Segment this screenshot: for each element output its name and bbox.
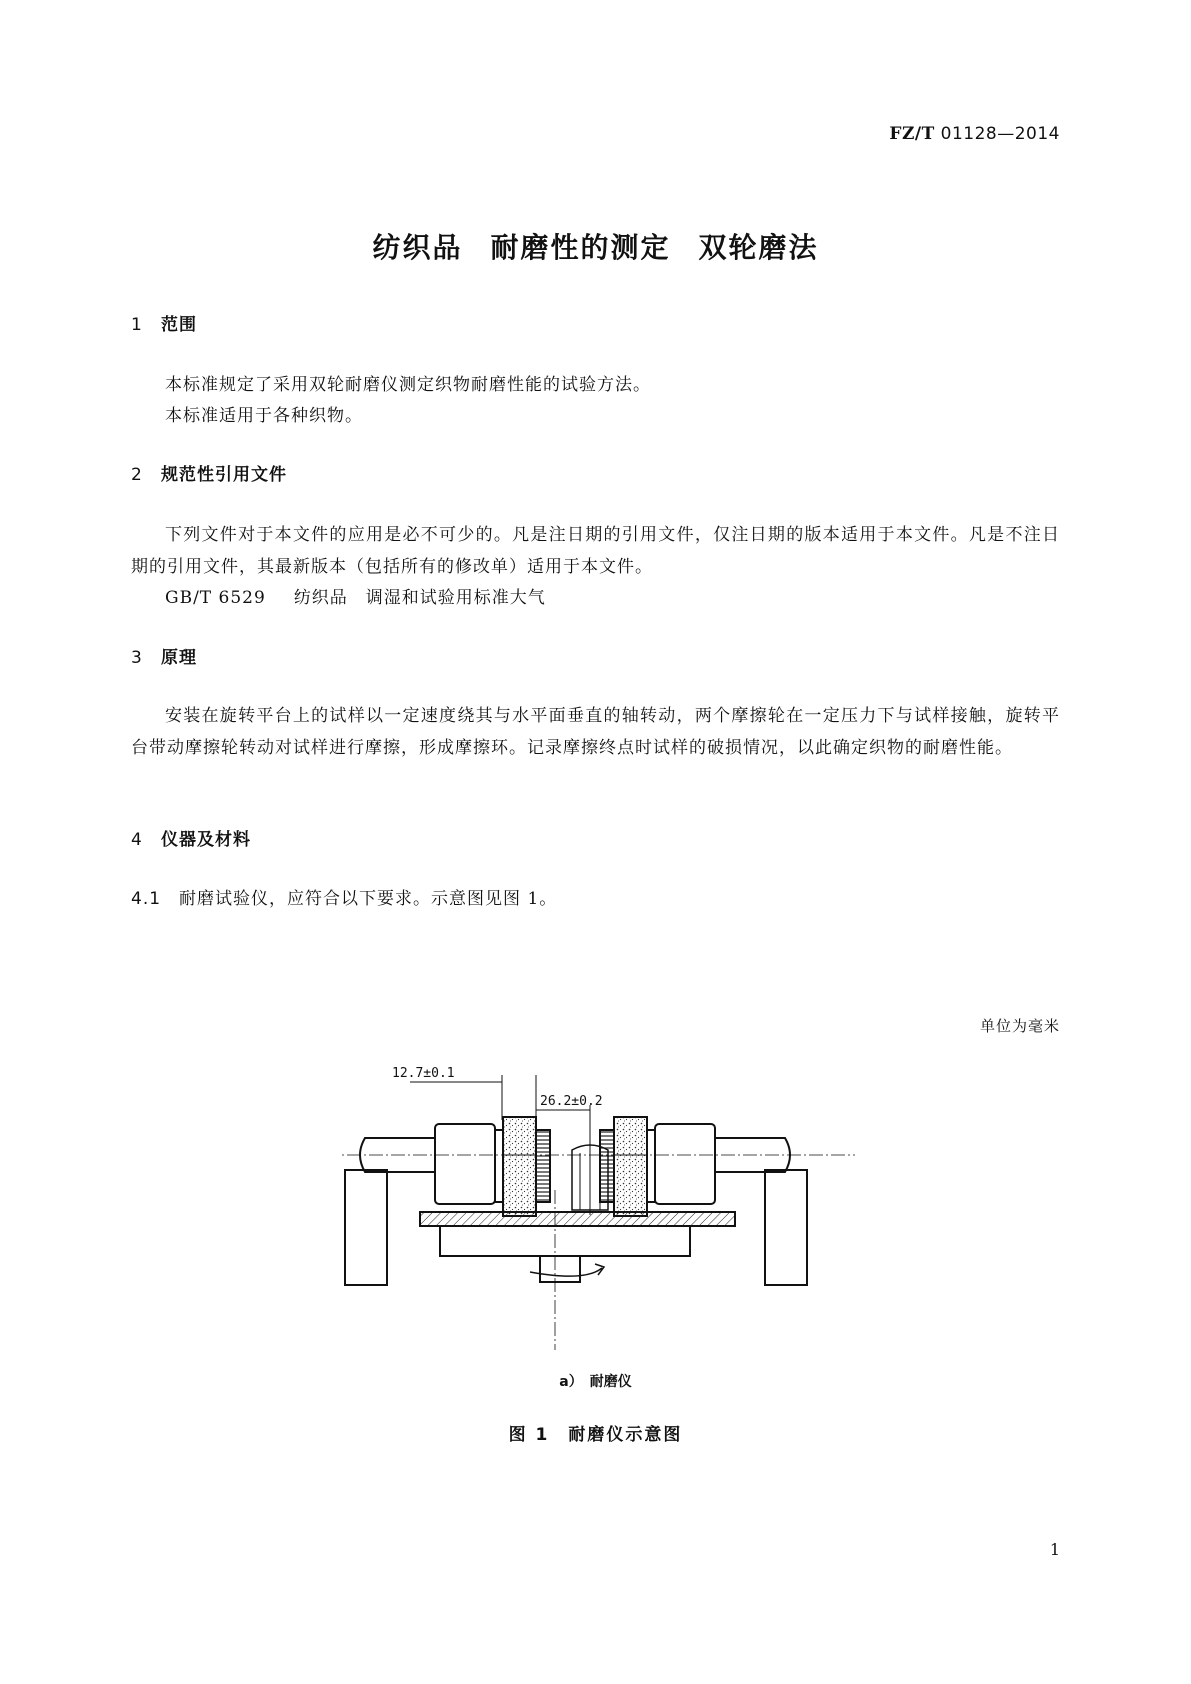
section-2-paragraph: 下列文件对于本文件的应用是必不可少的。凡是注日期的引用文件，仅注日期的版本适用于本文件。凡是不注日期的引用文件，其最新版本（包括所有的修改单）适用于本文件。 — [131, 525, 1060, 577]
standard-code — [889, 124, 1060, 144]
section-3-title: 原理 — [161, 648, 197, 668]
title-part3: 双轮磨法 — [698, 231, 819, 264]
standard-code-number: 01128—2014 — [940, 124, 1060, 144]
turntable-top — [420, 1212, 735, 1226]
section-1-number: 1 — [131, 315, 143, 335]
clause-4-1-text: 耐磨试验仪，应符合以下要求。示意图见图 1。 — [179, 889, 558, 909]
document-title — [0, 226, 1191, 266]
spindle — [540, 1256, 580, 1282]
clause-4-1-number: 4.1 — [131, 889, 162, 909]
left-support-post — [345, 1170, 387, 1285]
section-1-line-2: 本标准适用于各种织物。 — [165, 406, 363, 426]
reference-code: GB/T 6529 — [165, 588, 266, 608]
section-3-heading — [131, 643, 197, 668]
section-3-number: 3 — [131, 648, 143, 668]
right-support-post — [765, 1170, 807, 1285]
section-2-heading — [131, 460, 287, 485]
reference-title: 纺织品 调湿和试验用标准大气 — [293, 588, 546, 608]
standard-code-prefix: FZ/T — [889, 124, 935, 144]
figure-subcaption: a） 耐磨仪 — [559, 1374, 632, 1390]
section-4-heading — [131, 825, 251, 850]
section-1-title: 范围 — [161, 315, 197, 335]
figure-caption: 图 1 耐磨仪示意图 — [508, 1425, 683, 1445]
unit-note: 单位为毫米 — [979, 1017, 1060, 1035]
abrasion-tester-diagram — [340, 1050, 860, 1350]
right-wheel — [614, 1117, 647, 1216]
section-4-number: 4 — [131, 830, 143, 850]
page-number: 1 — [1049, 1540, 1060, 1559]
turntable-base — [440, 1226, 690, 1256]
dimension-26-2: 26.2±0.2 — [540, 1094, 603, 1109]
left-hub — [435, 1124, 495, 1204]
section-1-heading — [131, 310, 197, 335]
section-4-title: 仪器及材料 — [161, 830, 251, 850]
section-3-paragraph: 安装在旋转平台上的试样以一定速度绕其与水平面垂直的轴转动，两个摩擦轮在一定压力下与试样接触，旋转平台带动摩擦轮转动对试样进行摩擦，形成摩擦环。记录摩擦终点时试样的破损情况，以此确定织物的耐磨性能。 — [131, 706, 1060, 758]
title-part1: 纺织品 — [372, 231, 463, 264]
section-1-line-1: 本标准规定了采用双轮耐磨仪测定织物耐磨性能的试验方法。 — [165, 375, 651, 395]
normative-reference — [165, 583, 546, 608]
dimension-12-7: 12.7±0.1 — [392, 1066, 455, 1081]
right-hub — [655, 1124, 715, 1204]
clause-4-1 — [131, 884, 557, 909]
left-wheel — [503, 1117, 536, 1216]
title-part2: 耐磨性的测定 — [490, 231, 671, 264]
section-2-title: 规范性引用文件 — [161, 465, 287, 485]
section-2-number: 2 — [131, 465, 143, 485]
